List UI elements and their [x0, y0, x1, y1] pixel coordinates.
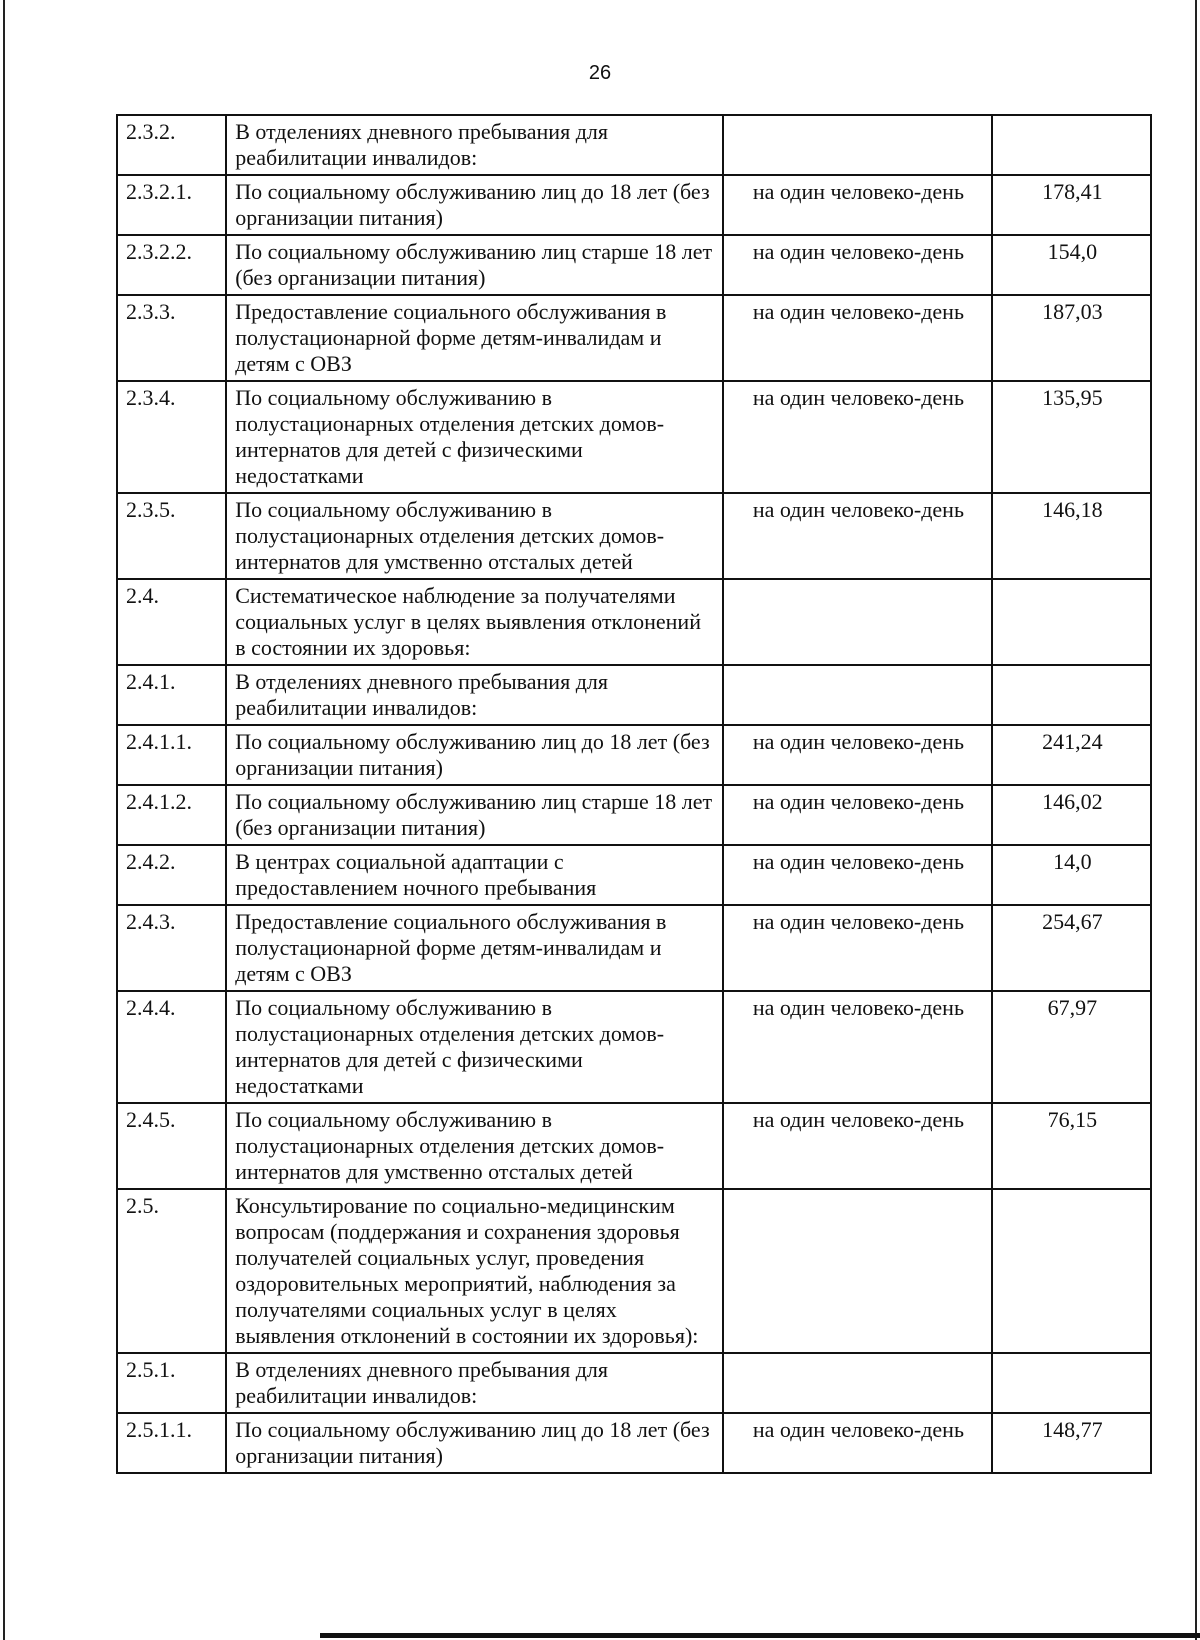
row-value-cell: 187,03: [992, 295, 1151, 381]
row-description-cell: Предоставление социального обслуживания в полустационарной форме детям-инвалидам и детям с ОВЗ: [226, 905, 723, 991]
row-value-cell: 178,41: [992, 175, 1151, 235]
row-value-cell: 76,15: [992, 1103, 1151, 1189]
row-description-cell: По социальному обслуживанию в полустационарных отделения детских домов-интернатов для умственно отсталых детей: [226, 1103, 723, 1189]
table-row: [117, 991, 1151, 1103]
row-number-cell: 2.4.1.1.: [117, 725, 226, 785]
row-description-cell: В центрах социальной адаптации с предоставлением ночного пребывания: [226, 845, 723, 905]
row-value-cell: [992, 1353, 1151, 1413]
row-value-cell: 146,02: [992, 785, 1151, 845]
row-number-cell: 2.3.2.: [117, 115, 226, 175]
row-unit-cell: [723, 579, 992, 665]
scan-bottom-edge: [320, 1633, 1200, 1638]
row-description-cell: По социальному обслуживанию лиц до 18 лет (без организации питания): [226, 175, 723, 235]
row-description-cell: Предоставление социального обслуживания в полустационарной форме детям-инвалидам и детям с ОВЗ: [226, 295, 723, 381]
row-description-cell: По социальному обслуживанию лиц старше 18 лет (без организации питания): [226, 235, 723, 295]
row-value-cell: 241,24: [992, 725, 1151, 785]
row-unit-cell: [723, 1353, 992, 1413]
table-row: [117, 235, 1151, 295]
row-value-cell: 135,95: [992, 381, 1151, 493]
row-number-cell: 2.4.1.: [117, 665, 226, 725]
row-number-cell: 2.3.5.: [117, 493, 226, 579]
table-row: [117, 1189, 1151, 1353]
row-number-cell: 2.4.2.: [117, 845, 226, 905]
row-value-cell: [992, 579, 1151, 665]
row-description-cell: По социальному обслуживанию в полустационарных отделения детских домов-интернатов для умственно отсталых детей: [226, 493, 723, 579]
row-value-cell: 148,77: [992, 1413, 1151, 1473]
table-row: [117, 785, 1151, 845]
row-unit-cell: [723, 665, 992, 725]
row-value-cell: 14,0: [992, 845, 1151, 905]
scan-edge-right: [1195, 0, 1197, 1640]
scan-edge-left: [3, 0, 5, 1640]
row-value-cell: [992, 1189, 1151, 1353]
row-unit-cell: на один человеко-день: [723, 905, 992, 991]
table-row: [117, 1353, 1151, 1413]
row-unit-cell: [723, 115, 992, 175]
table-row: [117, 115, 1151, 175]
table-row: [117, 493, 1151, 579]
row-unit-cell: на один человеко-день: [723, 175, 992, 235]
row-description-cell: Консультирование по социально-медицинским вопросам (поддержания и сохранения здоровья получателей социальных услуг, проведения оздоровительных мероприятий, наблюдения за получателями социальных услуг в целях выявления отклонений в состоянии их здоровья):: [226, 1189, 723, 1353]
row-value-cell: 154,0: [992, 235, 1151, 295]
table-row: [117, 665, 1151, 725]
table-row: [117, 381, 1151, 493]
row-number-cell: 2.3.3.: [117, 295, 226, 381]
row-description-cell: По социальному обслуживанию в полустационарных отделения детских домов-интернатов для детей с физическими недостатками: [226, 381, 723, 493]
row-description-cell: По социальному обслуживанию лиц до 18 лет (без организации питания): [226, 1413, 723, 1473]
row-unit-cell: на один человеко-день: [723, 1413, 992, 1473]
row-number-cell: 2.4.3.: [117, 905, 226, 991]
row-number-cell: 2.3.2.1.: [117, 175, 226, 235]
row-description-cell: По социальному обслуживанию в полустационарных отделения детских домов-интернатов для детей с физическими недостатками: [226, 991, 723, 1103]
table-row: [117, 1413, 1151, 1473]
row-value-cell: 67,97: [992, 991, 1151, 1103]
row-number-cell: 2.4.5.: [117, 1103, 226, 1189]
row-unit-cell: на один человеко-день: [723, 235, 992, 295]
row-value-cell: 146,18: [992, 493, 1151, 579]
row-unit-cell: на один человеко-день: [723, 295, 992, 381]
row-unit-cell: на один человеко-день: [723, 1103, 992, 1189]
table-row: [117, 845, 1151, 905]
row-unit-cell: на один человеко-день: [723, 493, 992, 579]
table-body: [117, 115, 1151, 1473]
row-number-cell: 2.3.2.2.: [117, 235, 226, 295]
tariff-table: [116, 114, 1152, 1474]
page-number: 26: [588, 62, 612, 84]
row-description-cell: По социальному обслуживанию лиц до 18 лет (без организации питания): [226, 725, 723, 785]
row-description-cell: По социальному обслуживанию лиц старше 18 лет (без организации питания): [226, 785, 723, 845]
table-row: [117, 295, 1151, 381]
row-number-cell: 2.5.1.1.: [117, 1413, 226, 1473]
row-unit-cell: на один человеко-день: [723, 381, 992, 493]
row-unit-cell: на один человеко-день: [723, 845, 992, 905]
table-row: [117, 1103, 1151, 1189]
row-number-cell: 2.5.1.: [117, 1353, 226, 1413]
row-value-cell: [992, 665, 1151, 725]
table-row: [117, 905, 1151, 991]
row-number-cell: 2.3.4.: [117, 381, 226, 493]
row-value-cell: [992, 115, 1151, 175]
row-description-cell: В отделениях дневного пребывания для реабилитации инвалидов:: [226, 1353, 723, 1413]
row-unit-cell: на один человеко-день: [723, 725, 992, 785]
row-description-cell: В отделениях дневного пребывания для реабилитации инвалидов:: [226, 665, 723, 725]
table-row: [117, 175, 1151, 235]
row-number-cell: 2.4.: [117, 579, 226, 665]
row-description-cell: В отделениях дневного пребывания для реабилитации инвалидов:: [226, 115, 723, 175]
row-number-cell: 2.5.: [117, 1189, 226, 1353]
row-unit-cell: на один человеко-день: [723, 991, 992, 1103]
row-number-cell: 2.4.4.: [117, 991, 226, 1103]
table-row: [117, 579, 1151, 665]
row-unit-cell: [723, 1189, 992, 1353]
row-unit-cell: на один человеко-день: [723, 785, 992, 845]
row-value-cell: 254,67: [992, 905, 1151, 991]
table-row: [117, 725, 1151, 785]
row-description-cell: Систематическое наблюдение за получателями социальных услуг в целях выявления отклонений в состоянии их здоровья:: [226, 579, 723, 665]
row-number-cell: 2.4.1.2.: [117, 785, 226, 845]
